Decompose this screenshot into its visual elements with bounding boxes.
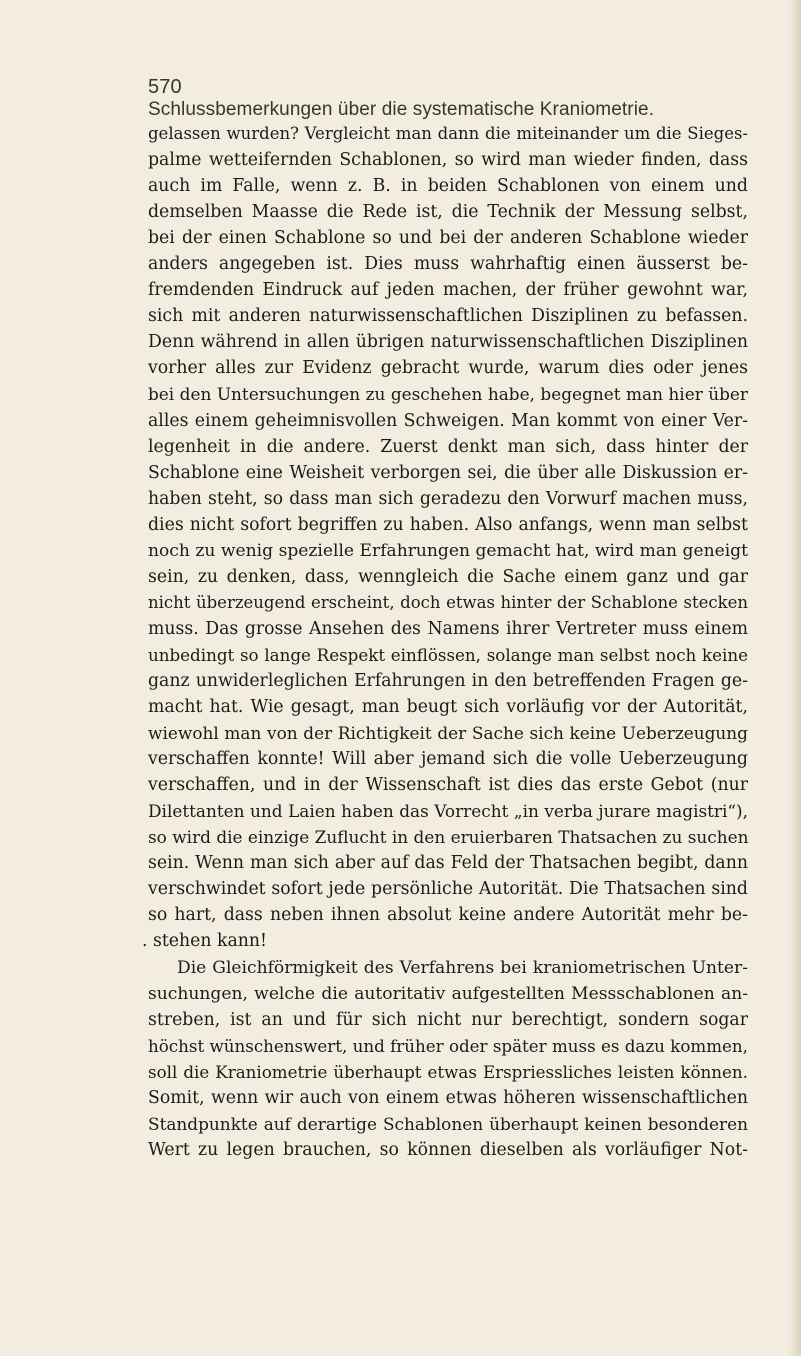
text-line: Wert zu legen brauchen, so können dieselben als vorläufiger Not- — [148, 1139, 748, 1160]
text-line: unbedingt so lange Respekt einflössen, solange man selbst noch keine — [148, 644, 748, 665]
body-text — [142, 121, 749, 1163]
text-line: haben steht, so dass man sich geradezu den Vorwurf machen muss, — [148, 488, 748, 509]
text-line: legenheit in die andere. Zuerst denkt man sich, dass hinter der — [148, 436, 748, 457]
text-line: palme wetteifernden Schablonen, so wird man wieder finden, dass — [148, 150, 748, 171]
text-line: anders angegeben ist. Dies muss wahrhaftig einen äusserst be- — [148, 254, 748, 275]
text-line: streben, ist an und für sich nicht nur berechtigt, sondern sogar — [148, 1009, 748, 1030]
running-head — [148, 76, 708, 121]
text-line: alles einem geheimnisvollen Schweigen. Man kommt von einer Ver- — [148, 410, 748, 431]
text-line: Standpunkte auf derartige Schablonen überhaupt keinen besonderen — [148, 1113, 748, 1134]
text-line: höchst wünschenswert, und früher oder später muss es dazu kommen, — [148, 1035, 748, 1056]
text-line: Schablone eine Weisheit verborgen sei, die über alle Diskussion er- — [148, 462, 748, 483]
text-line: muss. Das grosse Ansehen des Namens ihrer Vertreter muss einem — [148, 618, 748, 639]
running-title: Schlussbemerkungen über die systematische Kraniometrie. — [148, 99, 655, 120]
text-line: verschaffen konnte! Will aber jemand sich die volle Ueberzeugung — [148, 749, 748, 770]
text-line: nicht überzeugend erscheint, doch etwas hinter der Schablone stecken — [148, 592, 748, 612]
text-line: wiewohl man von der Richtigkeit der Sache sich keine Ueberzeugung — [148, 723, 748, 744]
text-line: verschaffen, und in der Wissenschaft ist dies das erste Gebot (nur — [148, 775, 748, 796]
text-line: bei den Untersuchungen zu geschehen habe, begegnet man hier über — [148, 384, 748, 405]
text-line: macht hat. Wie gesagt, man beugt sich vorläufig vor der Autorität, — [148, 697, 748, 718]
paragraph-1 — [142, 121, 749, 955]
text-line: verschwindet sofort jede persönliche Autorität. Die Thatsachen sind — [148, 879, 748, 900]
text-line: Die Gleichförmigkeit des Verfahrens bei kraniometrischen Unter- — [177, 957, 748, 978]
page-edge — [787, 0, 801, 1356]
text-line: dies nicht sofort begriffen zu haben. Also anfangs, wenn man selbst — [148, 514, 748, 535]
text-line: noch zu wenig spezielle Erfahrungen gemacht hat, wird man geneigt — [148, 540, 748, 561]
text-line: soll die Kraniometrie überhaupt etwas Erspriessliches leisten können. — [148, 1061, 748, 1082]
text-line: auch im Falle, wenn z. B. in beiden Schablonen von einem und — [148, 176, 748, 197]
text-line: sein, zu denken, dass, wenngleich die Sache einem ganz und gar — [148, 566, 748, 587]
text-line: Denn während in allen übrigen naturwissenschaftlichen Disziplinen — [148, 332, 748, 353]
paragraph-2 — [148, 955, 748, 1163]
text-line: gelassen wurden? Vergleicht man dann die miteinander um die Sieges- — [148, 124, 748, 143]
text-line: so hart, dass neben ihnen absolut keine andere Autorität mehr be- — [148, 905, 748, 926]
text-line: suchungen, welche die autoritativ aufgestellten Messschablonen an- — [148, 983, 748, 1004]
text-line: bei der einen Schablone so und bei der anderen Schablone wieder — [148, 228, 748, 249]
text-line: Dilettanten und Laien haben das Vorrecht „in verba jurare magistri“), — [148, 801, 748, 822]
text-line: . stehen kann! — [142, 931, 267, 952]
text-line: demselben Maasse die Rede ist, die Technik der Messung selbst, — [148, 202, 748, 223]
page-number: 570 — [148, 76, 182, 98]
text-line: sich mit anderen naturwissenschaftlichen Disziplinen zu befassen. — [148, 306, 748, 327]
text-line: vorher alles zur Evidenz gebracht wurde, warum dies oder jenes — [148, 358, 748, 379]
text-line: so wird die einzige Zuflucht in den eruierbaren Thatsachen zu suchen — [148, 827, 749, 848]
text-line: fremdenden Eindruck auf jeden machen, der früher gewohnt war, — [148, 280, 748, 301]
text-line: Somit, wenn wir auch von einem etwas höheren wissenschaftlichen — [148, 1087, 748, 1108]
text-line: sein. Wenn man sich aber auf das Feld der Thatsachen begibt, dann — [148, 853, 748, 874]
text-line: ganz unwiderleglichen Erfahrungen in den betreffenden Fragen ge- — [148, 670, 748, 691]
